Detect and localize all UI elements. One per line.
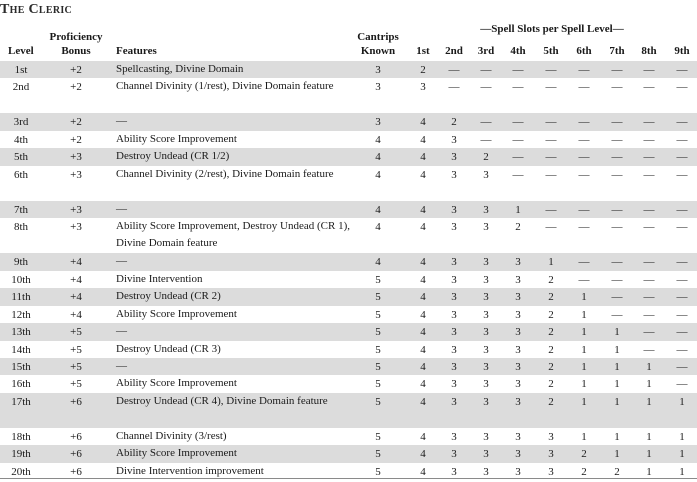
cantrips-cell: 5 <box>375 466 381 478</box>
slot-cell-2nd: 3 <box>451 169 457 181</box>
slot-cell-3rd: 3 <box>483 344 489 356</box>
cantrips-cell: 5 <box>375 361 381 373</box>
slot-cell-4th: 3 <box>515 291 521 303</box>
level-cell: 19th <box>11 448 31 460</box>
slot-cell-3rd: 3 <box>483 204 489 216</box>
slot-cell-2nd: 3 <box>451 448 457 460</box>
level-cell: 2nd <box>12 81 30 93</box>
features-cell: Ability Score Improvement, Destroy Undead (CR 1), Divine Domain feature <box>116 220 351 249</box>
slot-cell-8th: 1 <box>646 361 652 373</box>
header-slot-1st: 1st <box>416 45 430 57</box>
slot-cell-1st: 4 <box>420 274 426 286</box>
slot-cell-2nd: 3 <box>451 378 457 390</box>
level-cell: 14th <box>11 344 31 356</box>
proficiency-cell: +4 <box>70 291 82 303</box>
proficiency-cell: +2 <box>70 116 82 128</box>
slot-cell-6th: 1 <box>581 344 587 356</box>
cantrips-cell: 5 <box>375 309 381 321</box>
slot-cell-5th: — <box>545 116 557 128</box>
cantrips-cell: 5 <box>375 431 381 443</box>
slot-cell-6th: — <box>578 151 590 163</box>
table-row <box>0 271 697 288</box>
slot-cell-7th: — <box>611 274 623 286</box>
slot-cell-3rd: 3 <box>483 396 489 408</box>
slot-cell-5th: 2 <box>548 291 554 303</box>
slot-cell-8th: — <box>643 344 655 356</box>
slot-cell-4th: 3 <box>515 448 521 460</box>
slot-cell-9th: — <box>676 81 688 93</box>
slot-cell-4th: 3 <box>515 326 521 338</box>
proficiency-cell: +2 <box>70 81 82 93</box>
header-proficiency-line2: Bonus <box>61 45 91 57</box>
slot-cell-6th: — <box>578 116 590 128</box>
proficiency-cell: +6 <box>70 431 82 443</box>
cantrips-cell: 4 <box>375 169 381 181</box>
slot-cell-8th: 1 <box>646 378 652 390</box>
slot-cell-4th: 3 <box>515 274 521 286</box>
cantrips-cell: 5 <box>375 378 381 390</box>
cantrips-cell: 5 <box>375 396 381 408</box>
features-cell: Divine Intervention improvement <box>116 465 264 477</box>
slot-cell-9th: — <box>676 169 688 181</box>
features-cell: Destroy Undead (CR 2) <box>116 290 221 302</box>
slot-cell-1st: 4 <box>420 134 426 146</box>
proficiency-cell: +3 <box>70 204 82 216</box>
slot-cell-2nd: 3 <box>451 309 457 321</box>
slot-cell-6th: — <box>578 274 590 286</box>
slot-cell-7th: — <box>611 116 623 128</box>
header-slot-3rd: 3rd <box>477 45 495 57</box>
slot-cell-6th: — <box>578 204 590 216</box>
level-cell: 17th <box>11 396 31 408</box>
features-cell: — <box>116 203 127 215</box>
slot-cell-7th: 1 <box>614 344 620 356</box>
slot-cell-7th: 2 <box>614 466 620 478</box>
slot-cell-2nd: 2 <box>451 116 457 128</box>
cantrips-cell: 3 <box>375 81 381 93</box>
level-cell: 16th <box>11 378 31 390</box>
slot-cell-7th: — <box>611 291 623 303</box>
slot-cell-9th: — <box>676 378 688 390</box>
slot-cell-5th: — <box>545 64 557 76</box>
slot-cell-9th: — <box>676 344 688 356</box>
header-slot-9th: 9th <box>674 45 690 57</box>
level-cell: 8th <box>13 221 29 233</box>
slot-cell-2nd: 3 <box>451 151 457 163</box>
slot-cell-5th: 2 <box>548 274 554 286</box>
cantrips-cell: 5 <box>375 274 381 286</box>
proficiency-cell: +2 <box>70 64 82 76</box>
slot-cell-9th: — <box>676 361 688 373</box>
slot-cell-6th: 1 <box>581 431 587 443</box>
proficiency-cell: +3 <box>70 221 82 233</box>
slot-cell-1st: 4 <box>420 378 426 390</box>
slot-cell-6th: — <box>578 81 590 93</box>
slot-cell-3rd: 3 <box>483 256 489 268</box>
header-proficiency-line1: Proficiency <box>49 31 103 43</box>
slot-cell-7th: 1 <box>614 326 620 338</box>
slot-cell-1st: 4 <box>420 169 426 181</box>
level-cell: 10th <box>11 274 31 286</box>
table-row <box>0 288 697 306</box>
slot-cell-8th: — <box>643 81 655 93</box>
slot-cell-1st: 3 <box>420 81 426 93</box>
slot-cell-8th: 1 <box>646 466 652 478</box>
level-cell: 13th <box>11 326 31 338</box>
slot-cell-2nd: 3 <box>451 344 457 356</box>
features-cell: Ability Score Improvement <box>116 308 237 320</box>
level-cell: 3rd <box>13 116 29 128</box>
level-cell: 11th <box>11 291 31 303</box>
slot-cell-4th: 3 <box>515 396 521 408</box>
header-features: Features <box>116 45 157 57</box>
slot-cell-5th: — <box>545 81 557 93</box>
proficiency-cell: +5 <box>70 344 82 356</box>
slot-cell-2nd: — <box>448 81 460 93</box>
slot-cell-8th: 1 <box>646 448 652 460</box>
slot-cell-4th: — <box>512 116 524 128</box>
header-slot-2nd: 2nd <box>445 45 463 57</box>
slot-cell-4th: — <box>512 134 524 146</box>
slot-cell-9th: — <box>676 64 688 76</box>
table-row <box>0 428 697 445</box>
header-slot-5th: 5th <box>543 45 559 57</box>
slot-cell-6th: 1 <box>581 361 587 373</box>
slot-cell-7th: 1 <box>614 378 620 390</box>
slot-cell-3rd: 3 <box>483 326 489 338</box>
slot-cell-5th: 2 <box>548 309 554 321</box>
slot-cell-3rd: 3 <box>483 466 489 478</box>
slot-cell-3rd: 3 <box>483 431 489 443</box>
header-spell-slots-group: —Spell Slots per Spell Level— <box>480 23 624 35</box>
slot-cell-8th: — <box>643 274 655 286</box>
slot-cell-6th: — <box>578 169 590 181</box>
proficiency-cell: +6 <box>70 466 82 478</box>
slot-cell-5th: 3 <box>548 466 554 478</box>
header-slot-4th: 4th <box>510 45 526 57</box>
proficiency-cell: +4 <box>70 309 82 321</box>
features-cell: — <box>116 255 127 267</box>
slot-cell-1st: 4 <box>420 466 426 478</box>
features-cell: Destroy Undead (CR 1/2) <box>116 150 230 162</box>
slot-cell-2nd: 3 <box>451 326 457 338</box>
slot-cell-6th: — <box>578 221 590 233</box>
features-cell: Ability Score Improvement <box>116 133 237 145</box>
slot-cell-3rd: 3 <box>483 291 489 303</box>
slot-cell-3rd: 3 <box>483 448 489 460</box>
slot-cell-6th: 1 <box>581 309 587 321</box>
slot-cell-5th: — <box>545 169 557 181</box>
slot-cell-8th: — <box>643 169 655 181</box>
table-row <box>0 61 697 78</box>
slot-cell-3rd: — <box>480 134 492 146</box>
slot-cell-4th: 3 <box>515 378 521 390</box>
slot-cell-1st: 4 <box>420 221 426 233</box>
slot-cell-7th: — <box>611 204 623 216</box>
slot-cell-9th: — <box>676 221 688 233</box>
header-slot-6th: 6th <box>576 45 592 57</box>
table-row <box>0 375 697 393</box>
slot-cell-8th: — <box>643 221 655 233</box>
slot-cell-9th: — <box>676 116 688 128</box>
slot-cell-9th: — <box>676 256 688 268</box>
level-cell: 4th <box>13 134 29 146</box>
table-row <box>0 323 697 341</box>
features-cell: Ability Score Improvement <box>116 377 237 389</box>
slot-cell-9th: — <box>676 151 688 163</box>
slot-cell-9th: 1 <box>679 448 685 460</box>
slot-cell-7th: — <box>611 64 623 76</box>
header-cantrips-line1: Cantrips <box>357 31 399 43</box>
slot-cell-2nd: 3 <box>451 204 457 216</box>
slot-cell-4th: 1 <box>515 204 521 216</box>
level-cell: 20th <box>11 466 31 478</box>
slot-cell-4th: 3 <box>515 344 521 356</box>
features-cell: Channel Divinity (1/rest), Divine Domain feature <box>116 80 334 92</box>
slot-cell-8th: — <box>643 256 655 268</box>
header-cantrips-line2: Known <box>360 45 396 57</box>
slot-cell-9th: 1 <box>679 431 685 443</box>
level-cell: 18th <box>11 431 31 443</box>
slot-cell-8th: — <box>643 151 655 163</box>
slot-cell-7th: 1 <box>614 448 620 460</box>
slot-cell-4th: 3 <box>515 361 521 373</box>
slot-cell-4th: 2 <box>515 221 521 233</box>
cantrips-cell: 3 <box>375 116 381 128</box>
slot-cell-2nd: 3 <box>451 466 457 478</box>
slot-cell-2nd: 3 <box>451 431 457 443</box>
slot-cell-7th: 1 <box>614 431 620 443</box>
level-cell: 6th <box>13 169 29 181</box>
slot-cell-3rd: 3 <box>483 221 489 233</box>
slot-cell-8th: — <box>643 64 655 76</box>
header-slot-8th: 8th <box>641 45 657 57</box>
proficiency-cell: +5 <box>70 361 82 373</box>
header-slot-7th: 7th <box>609 45 625 57</box>
slot-cell-8th: — <box>643 134 655 146</box>
features-cell: Spellcasting, Divine Domain <box>116 63 244 75</box>
slot-cell-7th: 1 <box>614 396 620 408</box>
slot-cell-7th: 1 <box>614 361 620 373</box>
slot-cell-1st: 4 <box>420 291 426 303</box>
slot-cell-4th: 3 <box>515 466 521 478</box>
cantrips-cell: 5 <box>375 326 381 338</box>
slot-cell-1st: 4 <box>420 448 426 460</box>
slot-cell-8th: — <box>643 326 655 338</box>
slot-cell-3rd: — <box>480 116 492 128</box>
slot-cell-9th: — <box>676 134 688 146</box>
features-cell: — <box>116 115 127 127</box>
slot-cell-5th: — <box>545 134 557 146</box>
slot-cell-1st: 4 <box>420 431 426 443</box>
proficiency-cell: +3 <box>70 169 82 181</box>
slot-cell-6th: 2 <box>581 448 587 460</box>
level-cell: 5th <box>13 151 29 163</box>
slot-cell-5th: 2 <box>548 378 554 390</box>
slot-cell-5th: — <box>545 221 557 233</box>
table-row <box>0 341 697 358</box>
slot-cell-3rd: 3 <box>483 309 489 321</box>
slot-cell-3rd: 3 <box>483 169 489 181</box>
slot-cell-8th: 1 <box>646 396 652 408</box>
features-cell: — <box>116 325 127 337</box>
slot-cell-5th: 2 <box>548 344 554 356</box>
proficiency-cell: +5 <box>70 378 82 390</box>
slot-cell-9th: — <box>676 291 688 303</box>
slot-cell-2nd: 3 <box>451 134 457 146</box>
proficiency-cell: +4 <box>70 274 82 286</box>
slot-cell-5th: 3 <box>548 431 554 443</box>
table-title: The Cleric <box>0 2 73 17</box>
slot-cell-2nd: 3 <box>451 274 457 286</box>
slot-cell-3rd: 3 <box>483 378 489 390</box>
slot-cell-9th: — <box>676 309 688 321</box>
table-row <box>0 78 697 113</box>
slot-cell-6th: 2 <box>581 466 587 478</box>
features-cell: Channel Divinity (3/rest) <box>116 430 227 442</box>
level-cell: 15th <box>11 361 31 373</box>
slot-cell-7th: — <box>611 256 623 268</box>
level-cell: 12th <box>11 309 31 321</box>
proficiency-cell: +2 <box>70 134 82 146</box>
slot-cell-4th: 3 <box>515 309 521 321</box>
cantrips-cell: 3 <box>375 64 381 76</box>
slot-cell-8th: 1 <box>646 431 652 443</box>
slot-cell-1st: 2 <box>420 64 426 76</box>
slot-cell-6th: — <box>578 134 590 146</box>
slot-cell-4th: 3 <box>515 256 521 268</box>
slot-cell-1st: 4 <box>420 326 426 338</box>
slot-cell-7th: — <box>611 134 623 146</box>
slot-cell-4th: — <box>512 169 524 181</box>
cantrips-cell: 4 <box>375 221 381 233</box>
table-row <box>0 253 697 271</box>
cantrips-cell: 4 <box>375 134 381 146</box>
slot-cell-9th: — <box>676 274 688 286</box>
slot-cell-1st: 4 <box>420 204 426 216</box>
slot-cell-5th: — <box>545 151 557 163</box>
features-cell: Destroy Undead (CR 4), Divine Domain feature <box>116 395 328 407</box>
cantrips-cell: 5 <box>375 291 381 303</box>
slot-cell-6th: 1 <box>581 326 587 338</box>
slot-cell-3rd: 3 <box>483 274 489 286</box>
slot-cell-1st: 4 <box>420 309 426 321</box>
slot-cell-4th: 3 <box>515 431 521 443</box>
proficiency-cell: +3 <box>70 151 82 163</box>
table-row <box>0 131 697 148</box>
table-row <box>0 148 697 166</box>
slot-cell-5th: 2 <box>548 396 554 408</box>
slot-cell-7th: — <box>611 81 623 93</box>
slot-cell-8th: — <box>643 204 655 216</box>
slot-cell-2nd: 3 <box>451 291 457 303</box>
level-cell: 1st <box>14 64 28 76</box>
slot-cell-5th: 1 <box>548 256 554 268</box>
slot-cell-3rd: 3 <box>483 361 489 373</box>
level-cell: 7th <box>13 204 29 216</box>
proficiency-cell: +6 <box>70 396 82 408</box>
header-level: Level <box>8 45 34 57</box>
slot-cell-6th: — <box>578 256 590 268</box>
table-row <box>0 445 697 463</box>
slot-cell-4th: — <box>512 81 524 93</box>
slot-cell-2nd: 3 <box>451 221 457 233</box>
slot-cell-2nd: 3 <box>451 256 457 268</box>
slot-cell-7th: — <box>611 221 623 233</box>
slot-cell-4th: — <box>512 64 524 76</box>
cantrips-cell: 4 <box>375 151 381 163</box>
table-row <box>0 201 697 218</box>
slot-cell-3rd: — <box>480 81 492 93</box>
slot-cell-1st: 4 <box>420 344 426 356</box>
cantrips-cell: 5 <box>375 344 381 356</box>
slot-cell-2nd: 3 <box>451 361 457 373</box>
slot-cell-6th: 1 <box>581 291 587 303</box>
slot-cell-1st: 4 <box>420 151 426 163</box>
table-row <box>0 306 697 323</box>
slot-cell-1st: 4 <box>420 116 426 128</box>
table-bottom-border <box>0 478 697 479</box>
slot-cell-5th: — <box>545 204 557 216</box>
slot-cell-8th: — <box>643 291 655 303</box>
slot-cell-1st: 4 <box>420 256 426 268</box>
proficiency-cell: +4 <box>70 256 82 268</box>
slot-cell-3rd: 2 <box>483 151 489 163</box>
slot-cell-6th: — <box>578 64 590 76</box>
slot-cell-7th: — <box>611 151 623 163</box>
slot-cell-1st: 4 <box>420 361 426 373</box>
slot-cell-8th: — <box>643 309 655 321</box>
slot-cell-9th: 1 <box>679 466 685 478</box>
table-row <box>0 113 697 131</box>
features-cell: Destroy Undead (CR 3) <box>116 343 221 355</box>
proficiency-cell: +6 <box>70 448 82 460</box>
slot-cell-5th: 2 <box>548 326 554 338</box>
level-cell: 9th <box>13 256 29 268</box>
slot-cell-6th: 1 <box>581 378 587 390</box>
slot-cell-3rd: — <box>480 64 492 76</box>
cantrips-cell: 4 <box>375 204 381 216</box>
features-cell: Divine Intervention <box>116 273 203 285</box>
features-cell: Channel Divinity (2/rest), Divine Domain feature <box>116 168 334 180</box>
cantrips-cell: 5 <box>375 448 381 460</box>
slot-cell-4th: — <box>512 151 524 163</box>
table-row <box>0 218 697 253</box>
slot-cell-9th: — <box>676 204 688 216</box>
slot-cell-6th: 1 <box>581 396 587 408</box>
slot-cell-9th: 1 <box>679 396 685 408</box>
features-cell: Ability Score Improvement <box>116 447 237 459</box>
slot-cell-7th: — <box>611 169 623 181</box>
slot-cell-5th: 2 <box>548 361 554 373</box>
slot-cell-7th: — <box>611 309 623 321</box>
cantrips-cell: 4 <box>375 256 381 268</box>
slot-cell-2nd: 3 <box>451 396 457 408</box>
proficiency-cell: +5 <box>70 326 82 338</box>
slot-cell-9th: — <box>676 326 688 338</box>
slot-cell-5th: 3 <box>548 448 554 460</box>
slot-cell-8th: — <box>643 116 655 128</box>
slot-cell-1st: 4 <box>420 396 426 408</box>
features-cell: — <box>116 360 127 372</box>
table-row <box>0 393 697 428</box>
table-row <box>0 358 697 375</box>
table-row <box>0 166 697 201</box>
slot-cell-2nd: — <box>448 64 460 76</box>
